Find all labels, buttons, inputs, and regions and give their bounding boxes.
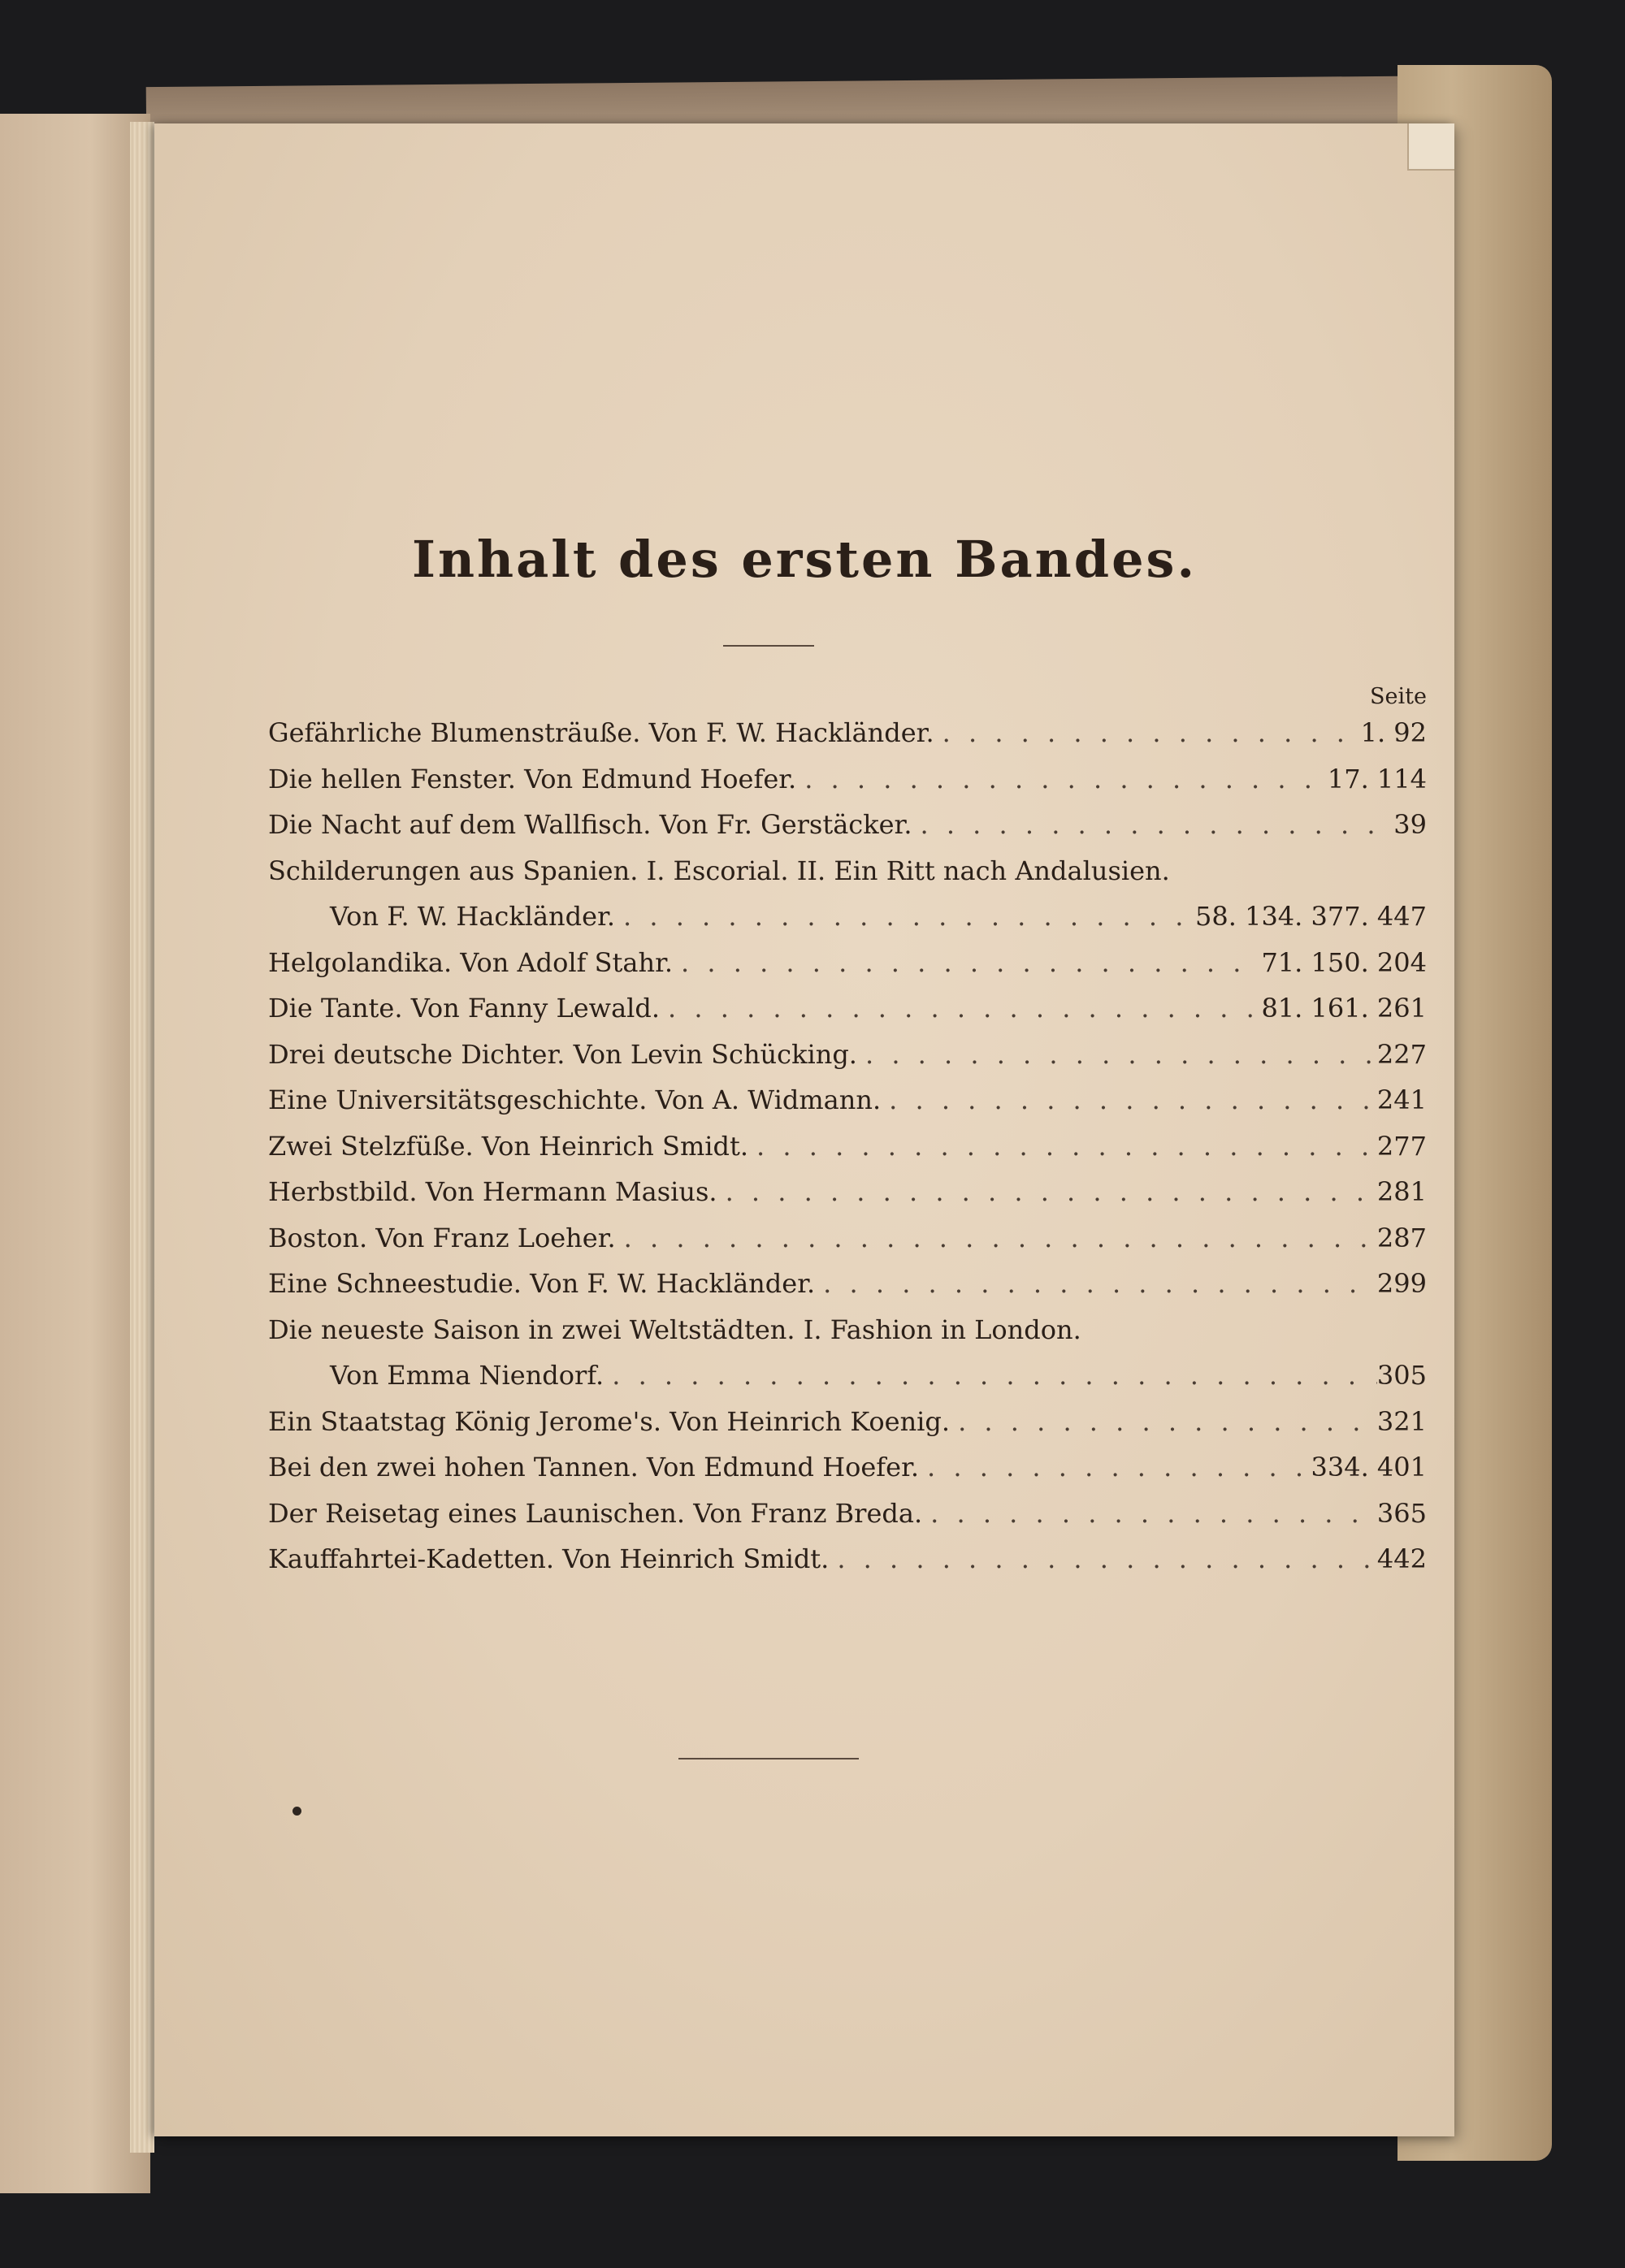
toc-entry-title: Schilderungen aus Spanien. I. Escorial. II. Ein Ritt nach Andalusien.: [268, 855, 1170, 886]
book-left-page: [0, 114, 150, 2193]
toc-entry-title: Der Reisetag eines Launischen. Von Franz Breda.: [268, 1497, 923, 1529]
toc-entry-pages: 1. 92: [1360, 717, 1427, 748]
toc-entry-pages: 58. 134. 377. 447: [1195, 901, 1427, 932]
toc-entry: [268, 1123, 1427, 1170]
ink-spot: [292, 1807, 301, 1816]
toc-entry-title: Drei deutsche Dichter. Von Levin Schücking.: [268, 1038, 857, 1070]
toc-entry-pages: 241: [1376, 1084, 1427, 1115]
toc-entry-title: Die Nacht auf dem Wallfisch. Von Fr. Gerstäcker.: [268, 809, 912, 840]
toc-leader-dots: [616, 1215, 1377, 1262]
toc-entry: [268, 802, 1427, 848]
page-corner-fold: [1407, 123, 1454, 171]
toc-entry: [268, 1353, 1427, 1399]
toc-entry-title: Eine Schneestudie. Von F. W. Hackländer.: [268, 1268, 816, 1299]
toc-entry: [268, 1444, 1427, 1491]
toc-leader-dots: [950, 1399, 1377, 1445]
toc-leader-dots: [912, 802, 1393, 848]
toc-leader-dots: [881, 1077, 1377, 1123]
toc-entry-pages: 277: [1376, 1130, 1427, 1162]
toc-entry-title: Von F. W. Hackländer.: [330, 901, 616, 932]
toc-entry-pages: 81. 161. 261: [1261, 993, 1427, 1024]
toc-entry: [268, 756, 1427, 803]
toc-leader-dots: [934, 710, 1361, 756]
toc-entry-pages: 71. 150. 204: [1261, 946, 1427, 978]
toc-entry: [268, 940, 1427, 986]
toc-entry-title: Eine Universitätsgeschichte. Von A. Widmann.: [268, 1084, 882, 1115]
toc-entry-pages: 287: [1376, 1222, 1427, 1253]
toc-entry: [268, 1261, 1427, 1307]
page-stack-edge: [130, 122, 154, 2153]
toc-entry: [268, 1307, 1427, 1353]
toc-leader-dots: [796, 756, 1328, 803]
toc-entry-title: Die hellen Fenster. Von Edmund Hoefer.: [268, 763, 797, 794]
toc-leader-dots: [857, 1032, 1377, 1078]
page-title: Inhalt des ersten Bandes.: [411, 530, 1198, 589]
toc-leader-dots: [604, 1353, 1377, 1399]
toc-leader-dots: [922, 1491, 1377, 1537]
toc-leader-dots: [919, 1444, 1311, 1491]
toc-entry-pages: 365: [1376, 1497, 1427, 1529]
toc-entry-title: Ein Staatstag König Jerome's. Von Heinrich Koenig.: [268, 1405, 951, 1437]
toc-entry-title: Von Emma Niendorf.: [330, 1360, 604, 1391]
toc-leader-dots: [748, 1123, 1377, 1170]
toc-entry-title: Gefährliche Blumensträuße. Von F. W. Hackländer.: [268, 717, 934, 748]
toc-entry: [268, 894, 1427, 940]
toc-entry-pages: 305: [1376, 1360, 1427, 1391]
toc-entry-title: Die neueste Saison in zwei Weltstädten. I. Fashion in London.: [268, 1314, 1081, 1345]
toc-leader-dots: [615, 894, 1195, 940]
toc-entry: [268, 710, 1427, 756]
page-column-header: Seite: [1370, 684, 1427, 709]
toc-entry-title: Zwei Stelzfüße. Von Heinrich Smidt.: [268, 1130, 749, 1162]
toc-entry-title: Die Tante. Von Fanny Lewald.: [268, 993, 661, 1024]
toc-leader-dots: [815, 1261, 1377, 1307]
toc-entry-title: Kauffahrtei-Kadetten. Von Heinrich Smidt.: [268, 1543, 830, 1574]
toc-entry-pages: 321: [1376, 1405, 1427, 1437]
toc-entry: [268, 1215, 1427, 1262]
toc-leader-dots: [717, 1169, 1377, 1215]
toc-entry-pages: 17. 114: [1327, 763, 1427, 794]
toc-entry: [268, 1399, 1427, 1445]
toc-entry: [268, 985, 1427, 1032]
toc-entry-pages: 442: [1376, 1543, 1427, 1574]
toc-entry-pages: 334. 401: [1311, 1452, 1427, 1482]
closing-divider: [678, 1758, 859, 1759]
toc-entry: [268, 1491, 1427, 1537]
toc-entry: [268, 1536, 1427, 1582]
toc-entry-pages: 39: [1393, 809, 1427, 840]
toc-list: [268, 710, 1427, 1582]
toc-entry: [268, 1032, 1427, 1078]
toc-leader-dots: [829, 1536, 1377, 1582]
toc-entry: [268, 848, 1427, 894]
title-divider: [723, 645, 814, 647]
toc-entry-title: Helgolandika. Von Adolf Stahr.: [268, 946, 674, 978]
toc-entry-title: Bei den zwei hohen Tannen. Von Edmund Hoefer.: [268, 1452, 920, 1482]
toc-entry-title: Boston. Von Franz Loeher.: [268, 1222, 616, 1253]
toc-leader-dots: [660, 985, 1261, 1032]
toc-leader-dots: [673, 940, 1261, 986]
toc-entry: [268, 1169, 1427, 1215]
toc-entry-pages: 281: [1376, 1176, 1427, 1207]
toc-entry-pages: 227: [1376, 1038, 1427, 1070]
toc-entry-pages: 299: [1376, 1268, 1427, 1299]
toc-entry: [268, 1077, 1427, 1123]
table-of-contents-page: [154, 123, 1454, 2136]
toc-entry-title: Herbstbild. Von Hermann Masius.: [268, 1176, 717, 1207]
